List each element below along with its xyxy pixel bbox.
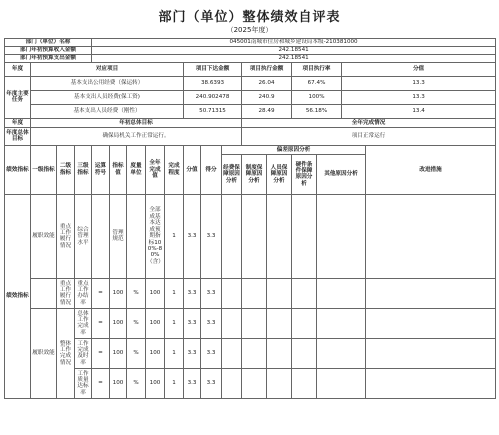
goals-year-label: 年度 [5,118,31,127]
col-exec-header: 项目执行金额 [242,63,292,77]
full-score: 3.3 [184,308,201,338]
col-item-header: 对应项目 [31,63,184,77]
target-value: 100 [110,338,127,368]
l2-indicator: 重点工作履行情况 [57,194,75,278]
col-issued-header: 项目下达金额 [184,63,242,77]
operator: = [92,278,110,308]
perf-header-label: 绩效指标 [5,145,31,194]
col-full-header: 分值 [342,63,496,77]
score: 3.3 [201,368,222,398]
form-year: （2025年度） [226,26,273,34]
improvement-header: 改进措施 [366,145,496,194]
l3-indicator: 工作完成及时率 [75,338,92,368]
actual-goal-text: 项目正常运行 [242,127,496,145]
unit-header: 度量单位 [127,145,146,194]
operator: = [92,308,110,338]
completion-header: 完成程度 [165,145,184,194]
done-value: 100 [146,278,165,308]
full-score: 3.3 [184,278,201,308]
dev-other-header: 其他原因分析 [317,154,366,194]
target-value-header: 指标值 [110,145,127,194]
dev-system-header: 制度保障原因分析 [242,154,267,194]
actual-goal-header: 全年完成情况 [242,118,496,127]
l3-indicator: 工作质量达标率 [75,368,92,398]
task-issued: 240.902478 [184,90,242,104]
completion-rate: 1 [165,308,184,338]
evaluation-table [4,38,496,399]
score: 3.3 [201,308,222,338]
plan-goal-header: 年初总体目标 [31,118,242,127]
task-rate: 100% [292,90,342,104]
budget-expense-value: 242.18541 [92,55,496,63]
unit [127,194,146,278]
task-issued: 50.71315 [184,104,242,118]
budget-income-label: 部门年初预算收入金额 [5,47,92,55]
task-full: 13.4 [342,104,496,118]
target-value: 100 [110,308,127,338]
task-full: 13.3 [342,90,496,104]
deviation-header: 偏差原因分析 [222,145,366,154]
task-exec: 26.04 [242,76,292,90]
score-header: 得分 [201,145,222,194]
dev-hardware-header: 硬件条件保障原因分析 [292,154,317,194]
goals-target-label: 年度总体目标 [5,127,31,145]
task-issued: 38.6393 [184,76,242,90]
l1-indicator: 履职效能 [31,194,57,278]
completion-rate: 1 [165,338,184,368]
tasks-section-label: 年度主要任务 [5,76,31,118]
done-value: 全部成基本达成预期指标100%-80%（含） [146,194,165,278]
l1-indicator: 履职效能 [31,308,57,398]
l3-indicator: 总体工作完成率 [75,308,92,338]
score: 3.3 [201,278,222,308]
indicators-section-label: 绩效指标 [5,194,31,398]
completion-rate: 1 [165,368,184,398]
budget-expense-label: 部门年初预算支出金额 [5,55,92,63]
score: 3.3 [201,338,222,368]
l2-indicator: 整体工作完成情况 [57,308,75,398]
unit: % [127,308,146,338]
task-full: 13.3 [342,76,496,90]
form-title: 部门（单位）整体绩效自评表 [158,10,341,25]
task-rate: 67.4% [292,76,342,90]
completion-rate: 1 [165,278,184,308]
task-item: 基本支出人员经费（刚性） [31,104,184,118]
l3-indicator: 综合管理水平 [75,194,92,278]
full-score: 3.3 [184,368,201,398]
task-exec: 240.9 [242,90,292,104]
done-value: 100 [146,368,165,398]
l2-indicator: 重点工作履行情况 [57,278,75,308]
task-item: 基本支出公用经费（保运转） [31,76,184,90]
dev-funding-header: 经费保障原因分析 [222,154,242,194]
budget-income-value: 242.18541 [92,47,496,55]
dept-name-label: 部门（单位）名称 [5,39,92,47]
task-exec: 28.49 [242,104,292,118]
operator: = [92,368,110,398]
unit: % [127,338,146,368]
operator: = [92,338,110,368]
operator [92,194,110,278]
target-value: 管理规范 [110,194,127,278]
l3-header: 三级指标 [75,145,92,194]
done-value: 100 [146,308,165,338]
col-rate-header: 项目执行率 [292,63,342,77]
dev-staff-header: 人员保障原因分析 [267,154,292,194]
unit: % [127,278,146,308]
full-score: 3.3 [184,338,201,368]
dept-name-value: 045001南城市住房和城乡建设局本级-210381000 [92,39,496,47]
l2-header: 二级指标 [57,145,75,194]
target-value: 100 [110,278,127,308]
task-item: 基本支出人员经费(保工资) [31,90,184,104]
done-value: 100 [146,338,165,368]
l1-header: 一级指标 [31,145,57,194]
plan-goal-text: 确保局机关工作正常运行。 [31,127,242,145]
target-value: 100 [110,368,127,398]
task-rate: 56.18% [292,104,342,118]
l1-indicator-blank [31,278,57,308]
completion-rate: 1 [165,194,184,278]
unit: % [127,368,146,398]
tasks-year-label: 年度 [5,63,31,77]
l3-indicator: 重点工作办结率 [75,278,92,308]
full-score: 3.3 [184,194,201,278]
done-value-header: 全年完成值 [146,145,165,194]
score: 3.3 [201,194,222,278]
full-score-header: 分值 [184,145,201,194]
operator-header: 运算符号 [92,145,110,194]
